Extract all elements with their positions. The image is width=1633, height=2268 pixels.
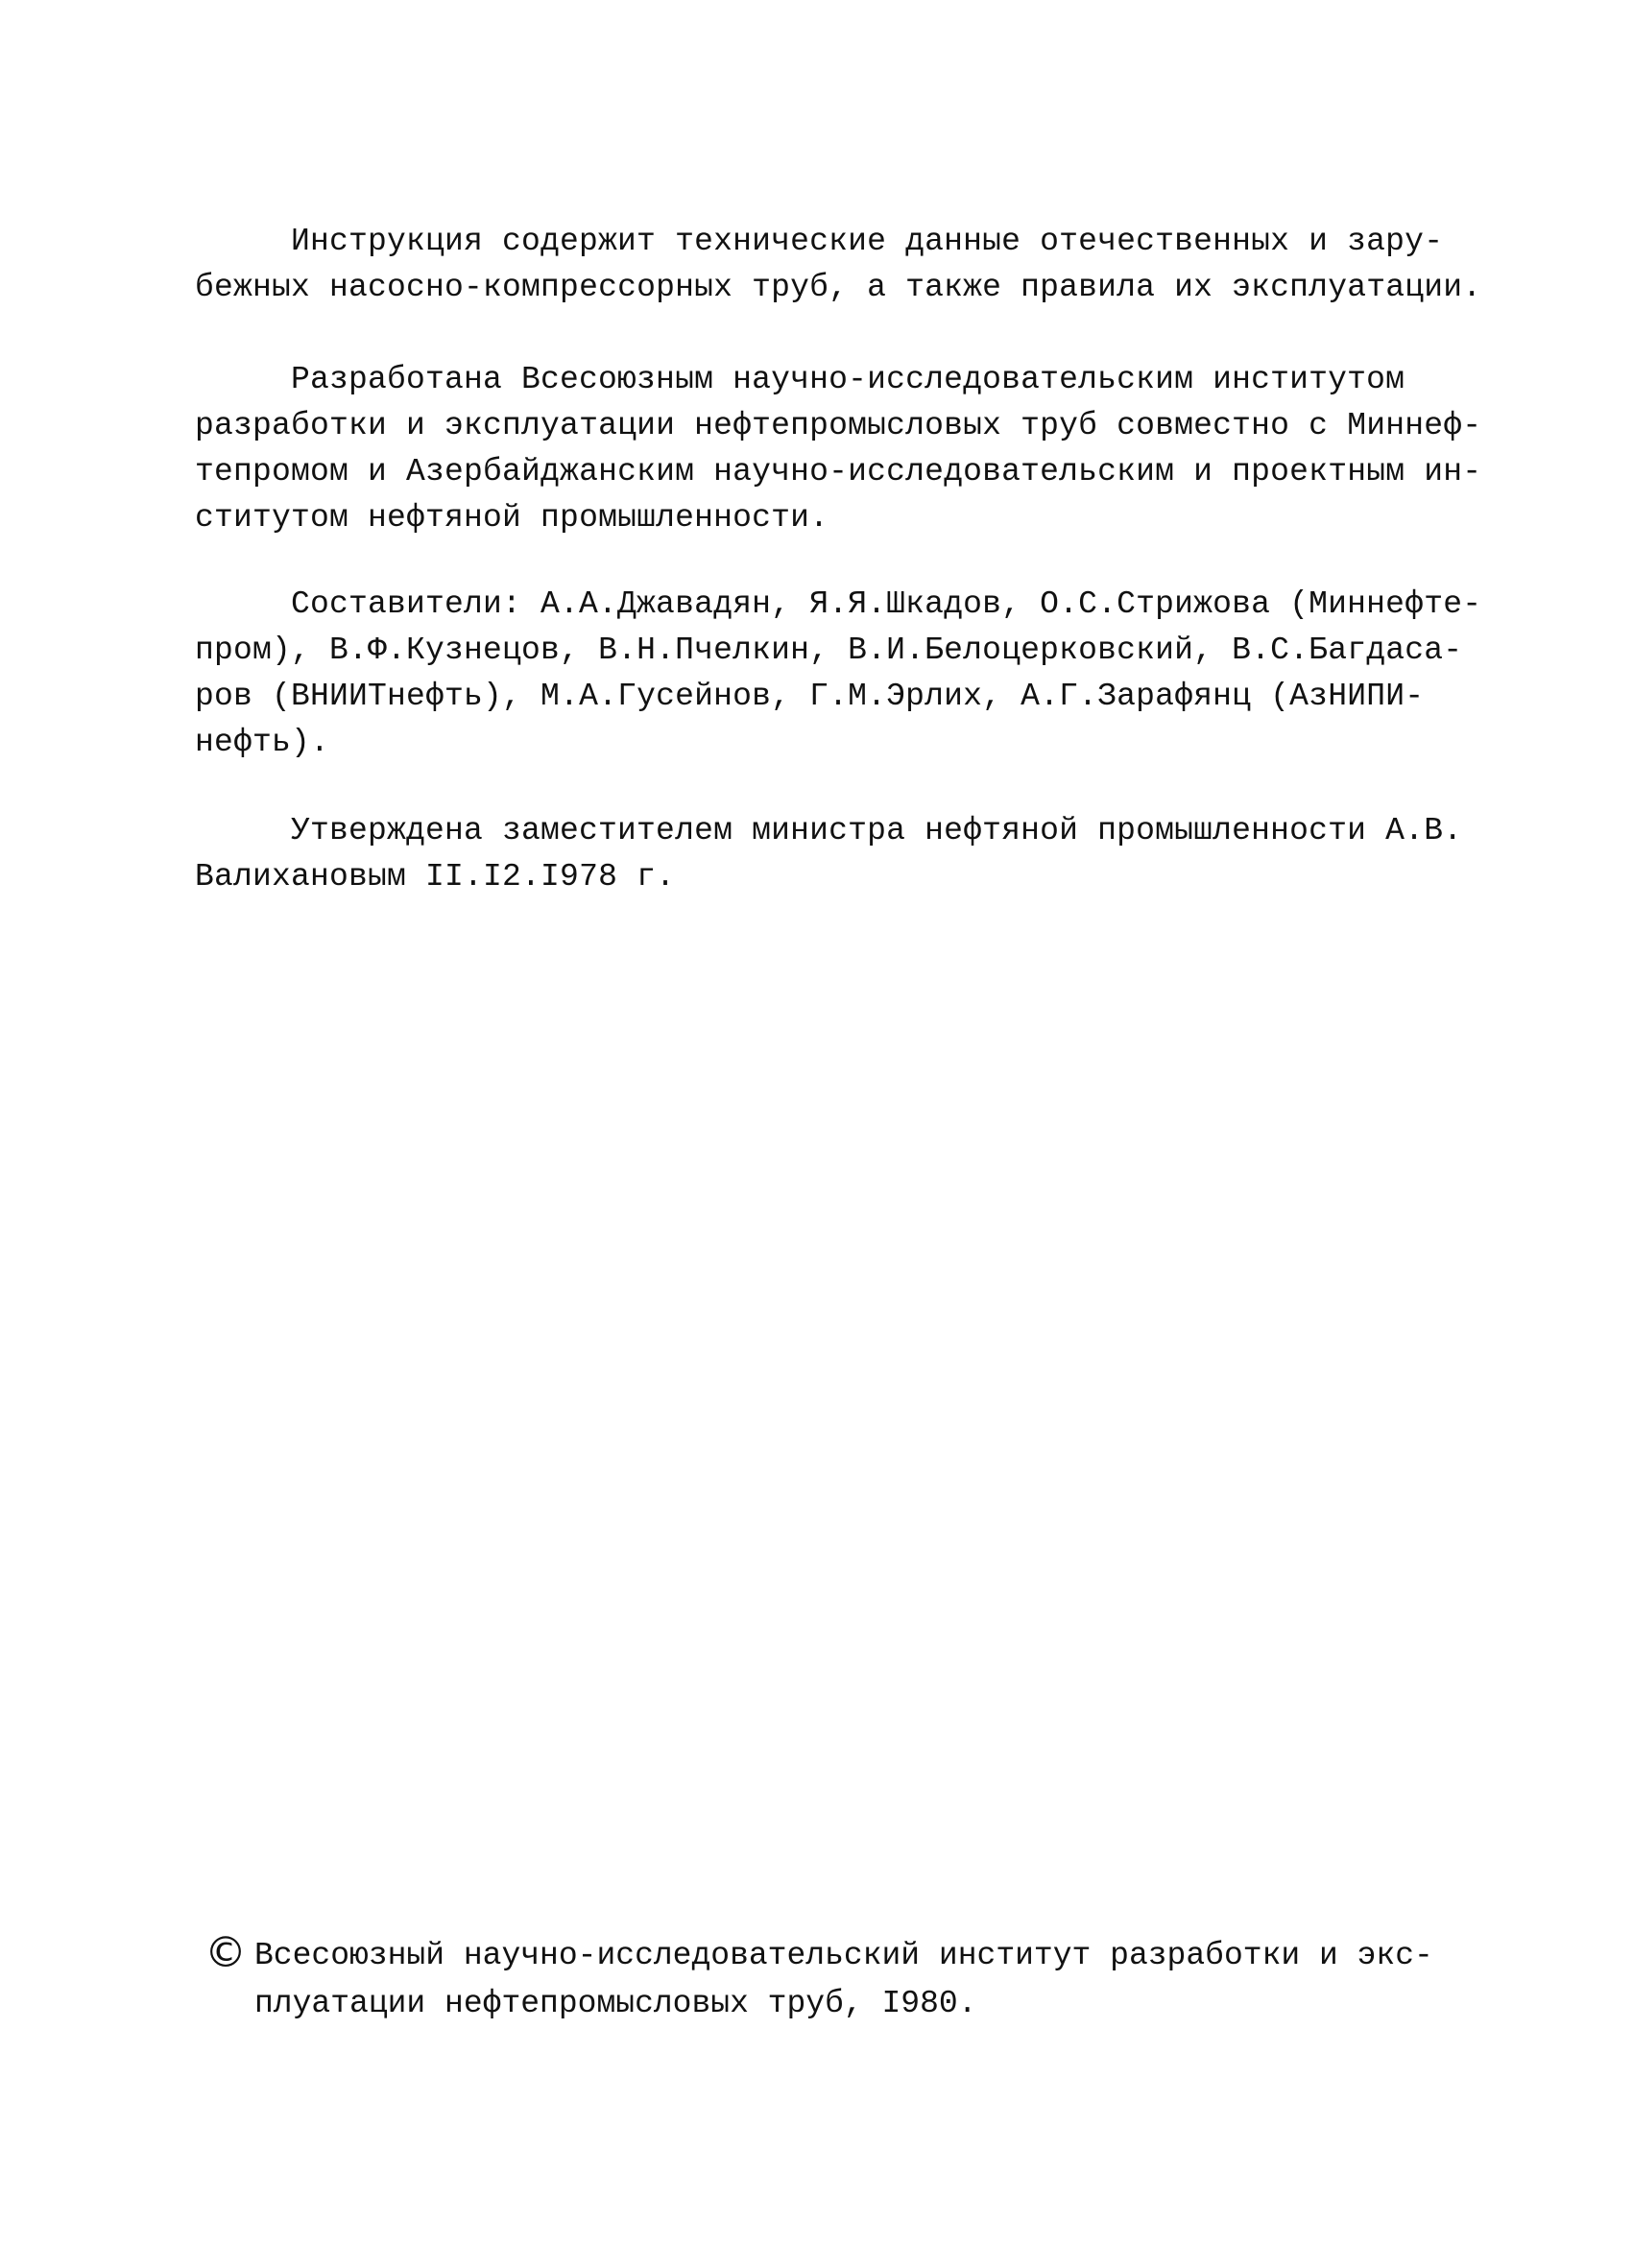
copyright-line-2: плуатации нефтепромысловых труб, I980. xyxy=(254,1986,977,2021)
approved-line-2: Валихановым II.I2.I978 г. xyxy=(195,859,676,895)
copyright-line-1: Всесоюзный научно-исследовательский институт разработки и экс- xyxy=(254,1938,1433,1973)
compilers-line-1: Составители: А.А.Джавадян, Я.Я.Шкадов, О.С.Стрижова (Миннефте- xyxy=(291,586,1482,622)
intro-paragraph xyxy=(195,219,1482,311)
approved-paragraph xyxy=(195,808,1462,900)
developed-line-3: тепромом и Азербайджанским научно-исследовательским и проектным ин- xyxy=(195,454,1482,489)
copyright-icon: © xyxy=(204,1928,247,1977)
developed-line-4: ститутом нефтяной промышленности. xyxy=(195,500,829,536)
intro-line-2: бежных насосно-компрессорных труб, а также правила их эксплуатации. xyxy=(195,270,1482,305)
compilers-line-4: нефть). xyxy=(195,725,330,760)
developed-line-1: Разработана Всесоюзным научно-исследовательским институтом xyxy=(291,362,1405,397)
compilers-line-3: ров (ВНИИТнефть), М.А.Гусейнов, Г.М.Эрлих, А.Г.Зарафянц (АзНИПИ- xyxy=(195,679,1425,714)
developed-paragraph xyxy=(195,357,1482,541)
approved-line-1: Утверждена заместителем министра нефтяной промышленности А.В. xyxy=(291,813,1463,848)
intro-line-1: Инструкция содержит технические данные отечественных и зару- xyxy=(291,224,1444,259)
copyright-text xyxy=(254,1932,1502,2028)
compilers-paragraph xyxy=(195,582,1482,766)
developed-line-2: разработки и эксплуатации нефтепромысловых труб совместно с Миннеф- xyxy=(195,408,1482,443)
compilers-line-2: пром), В.Ф.Кузнецов, В.Н.Пчелкин, В.И.Белоцерковский, В.С.Багдаса- xyxy=(195,633,1463,668)
